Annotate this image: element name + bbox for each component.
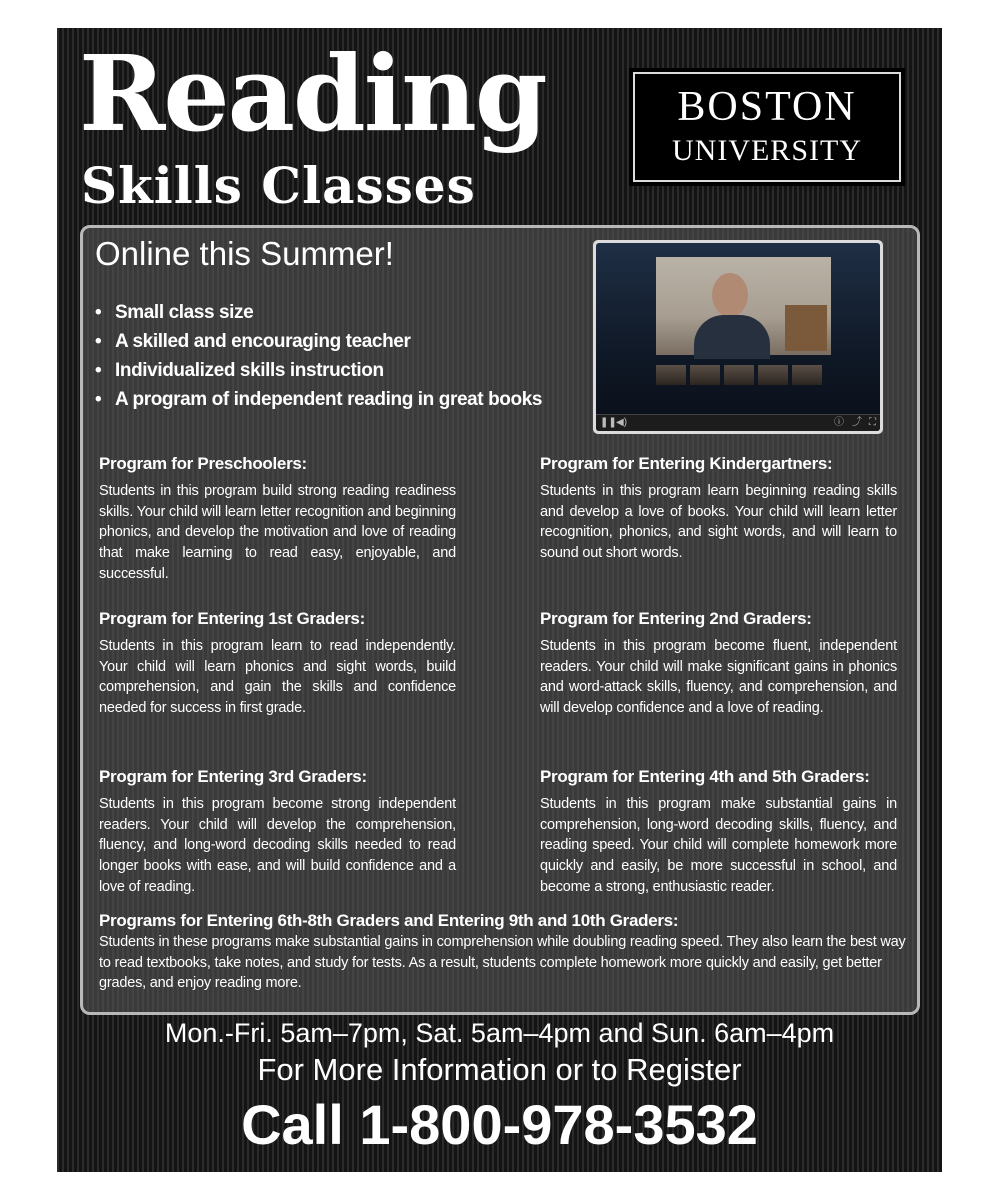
student-thumbnail: [758, 365, 788, 385]
online-heading: Online this Summer!: [95, 235, 394, 272]
play-pause-icon: ❚❚: [600, 417, 617, 428]
program-description: Students in this program become strong independent readers. Your child will develop the comprehension, fluency, and long-word decoding skills needed to read longer books with ease, and will build confidence and a love of reading.: [99, 796, 456, 895]
hours-text: Mon.-Fri. 5am–7pm, Sat. 5am–4pm and Sun. 6am–4pm: [164, 1018, 835, 1048]
video-conference-screenshot: [593, 240, 883, 434]
logo-line-1: BOSTON: [677, 84, 857, 130]
feature-item: • A skilled and encouraging teacher: [95, 327, 542, 356]
teacher-body-image: [694, 315, 770, 359]
flyer-subtitle: Skills Classes: [81, 156, 476, 215]
program-description: Students in this program learn beginning reading skills and develop a love of books. Your child will learn letter recognition, phonics, and sight words, and will learn to sound out short words.: [540, 483, 897, 562]
program-4th-5th-graders: [540, 766, 897, 898]
program-2nd-graders: [540, 608, 897, 719]
feature-list: [95, 298, 542, 414]
program-description: Students in this program make substantial gains in comprehension, long-word decoding skills, fluency, and reading speed. Your child will complete homework more quickly and easily, be more successful in school, and become a strong, enthusiastic reader.: [540, 796, 897, 895]
student-thumbnail: [690, 365, 720, 385]
program-1st-graders: [99, 608, 456, 719]
flyer: [57, 28, 942, 1172]
program-title: Programs for Entering 6th-8th Graders and Entering 9th and 10th Graders:: [99, 911, 679, 930]
program-description: Students in this program build strong reading readiness skills. Your child will learn letter recognition and beginning phonics, and develop the motivation and love of reading that make learning to read easy, enjoyable, and successful.: [99, 483, 456, 582]
boston-university-logo: [629, 68, 905, 186]
more-info-text: For More Information or to Register: [257, 1052, 742, 1087]
video-controls: [596, 414, 880, 431]
flyer-title: Reading: [79, 32, 546, 155]
info-icon: ⓘ: [834, 417, 844, 428]
feature-item: • A program of independent reading in great books: [95, 385, 542, 414]
program-title: Program for Entering 3rd Graders:: [99, 767, 367, 786]
video-frame: [596, 243, 880, 431]
teacher-head-image: [712, 273, 748, 317]
program-description: Students in this program learn to read independently. Your child will learn phonics and sight words, build comprehension, and gain the skills and confidence needed for success in first grade.: [99, 638, 456, 717]
phone-number: Call 1-800-978-3532: [241, 1093, 758, 1156]
student-thumbnail: [792, 365, 822, 385]
student-thumbnails: [656, 365, 822, 385]
program-title: Program for Entering 2nd Graders:: [540, 609, 812, 628]
program-title: Program for Entering 1st Graders:: [99, 609, 365, 628]
volume-icon: ◀): [616, 417, 628, 428]
feature-item: • Small class size: [95, 298, 542, 327]
program-title: Program for Entering Kindergartners:: [540, 454, 833, 473]
program-description: Students in these programs make substantial gains in comprehension while doubling reading speed. They also learn the best way to read textbooks, take notes, and study for tests. As a result, students complete homework more quickly and easily, get better grades, and enjoy reading more.: [99, 934, 906, 992]
program-title: Program for Entering 4th and 5th Graders:: [540, 767, 870, 786]
teacher-camera-view: [656, 257, 831, 355]
info-panel: [80, 225, 920, 1015]
fullscreen-icon: ⛶: [869, 417, 876, 428]
program-preschoolers: [99, 453, 456, 585]
logo-line-2: UNIVERSITY: [672, 134, 862, 167]
bookshelf-image: [785, 305, 827, 351]
share-icon: ⤴: [852, 417, 862, 428]
program-kindergartners: [540, 453, 897, 564]
program-description: Students in this program become fluent, independent readers. Your child will make significant gains in phonics and word-attack skills, fluency, and comprehension, and will develop confidence and a love of reading.: [540, 638, 897, 717]
program-6th-10th-graders: [99, 910, 907, 994]
student-thumbnail: [724, 365, 754, 385]
student-thumbnail: [656, 365, 686, 385]
program-title: Program for Preschoolers:: [99, 454, 307, 473]
program-3rd-graders: [99, 766, 456, 898]
feature-item: • Individualized skills instruction: [95, 356, 542, 385]
